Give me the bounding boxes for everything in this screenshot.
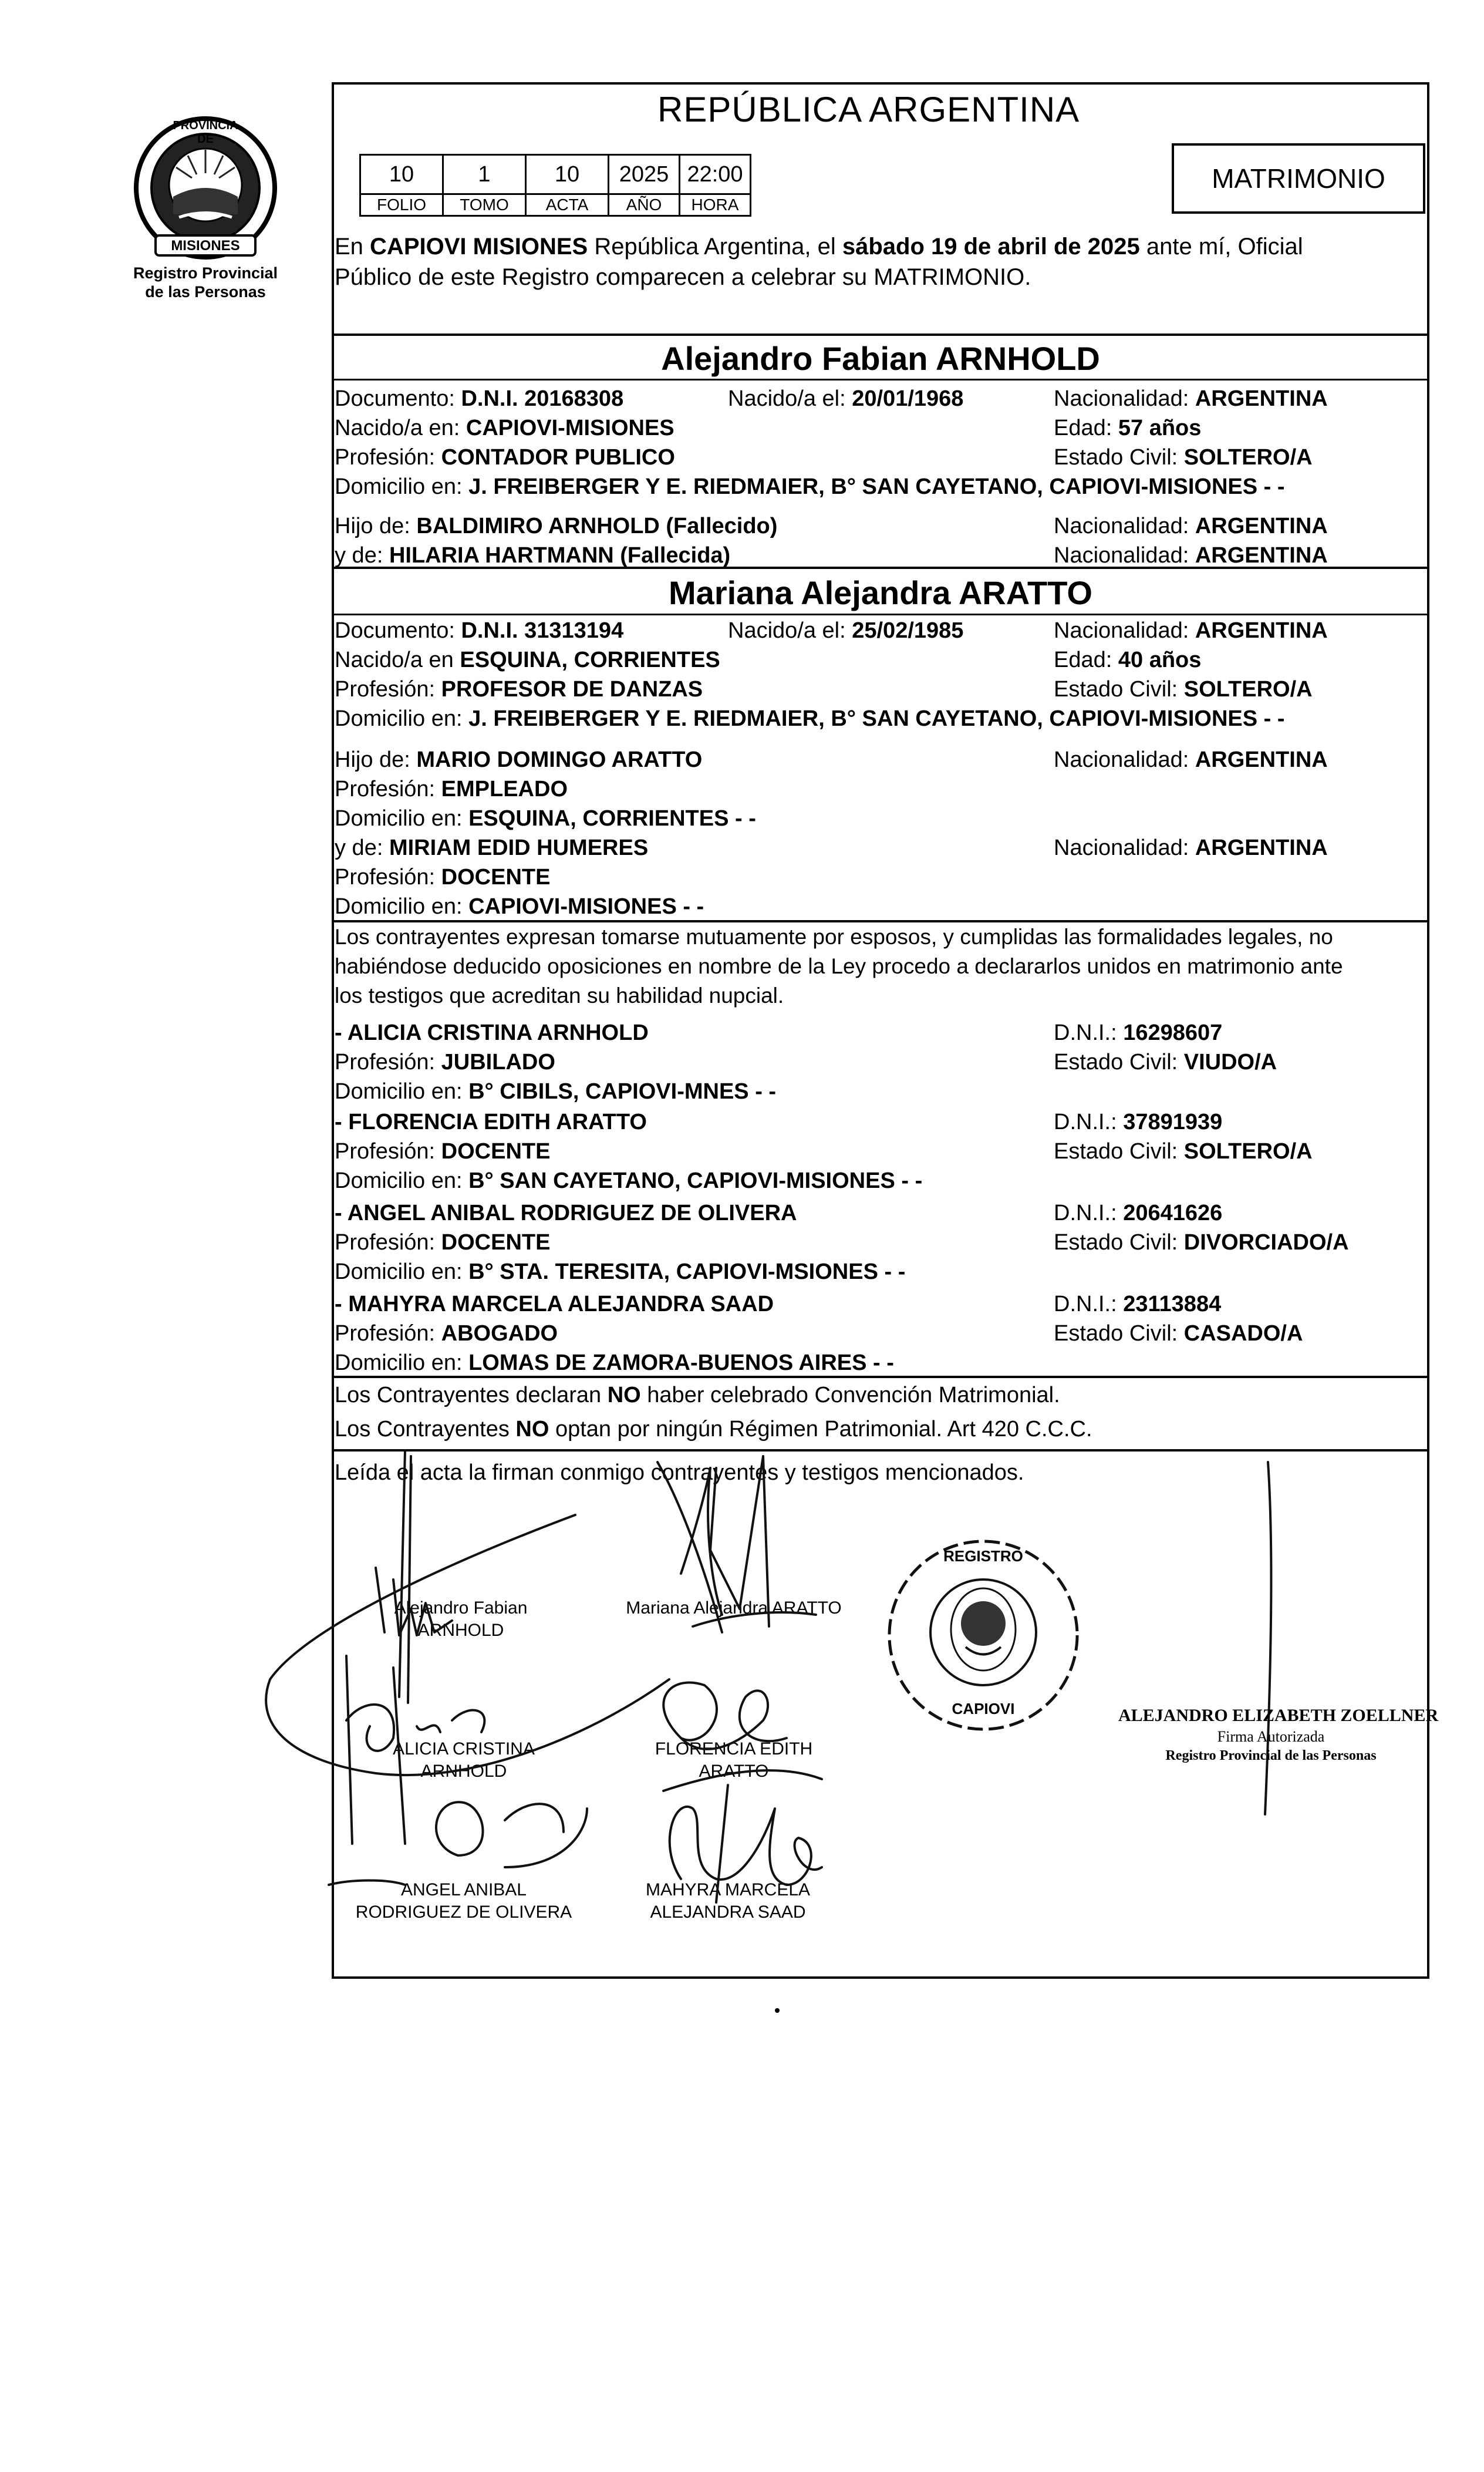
declaration-line-3: los testigos que acreditan su habilidad nupcial. [335, 984, 784, 1008]
witness-3-name: - ANGEL ANIBAL RODRIGUEZ DE OLIVERA [335, 1201, 797, 1225]
spouse2-birthplace: Nacido/a en ESQUINA, CORRIENTES [335, 648, 720, 672]
registry-logo [132, 114, 279, 261]
spouse1-father-nationality: Nacionalidad: ARGENTINA [1054, 514, 1328, 538]
signature-label-witness1: ALICIA CRISTINA ARNHOLD [393, 1739, 535, 1781]
convention-line-1: Los Contrayentes declaran NO haber celebrado Convención Matrimonial. [335, 1383, 1060, 1407]
officer-name: ALEJANDRO ELIZABETH ZOELLNER [1118, 1706, 1439, 1725]
hora-label: HORA [680, 194, 751, 216]
spouse2-father-address: Domicilio en: ESQUINA, CORRIENTES - - [335, 806, 756, 831]
intro-date: sábado 19 de abril de 2025 [842, 234, 1140, 260]
spouse2-nationality: Nacionalidad: ARGENTINA [1054, 618, 1328, 643]
signature-ink-2 [376, 1450, 452, 1703]
seal-top-text: REGISTRO [943, 1547, 1023, 1565]
spouse2-father: Hijo de: MARIO DOMINGO ARATTO [335, 747, 703, 772]
signature-label-spouse1: Alejandro Fabian ARNHOLD [394, 1598, 528, 1640]
logo-top-text: PROVINCIA DE [173, 119, 238, 146]
spouse2-mother-nationality: Nacionalidad: ARGENTINA [1054, 836, 1328, 860]
reference-table [359, 154, 751, 217]
ano-value: 2025 [609, 155, 680, 194]
spouse1-name: Alejandro Fabian ARNHOLD [661, 340, 1100, 377]
witness-3-dni: D.N.I.: 20641626 [1054, 1201, 1223, 1225]
ano-label: AÑO [609, 194, 680, 216]
spouse1-birthdate: Nacido/a el: 20/01/1968 [728, 386, 964, 411]
signature-ink-5 [663, 1683, 822, 1791]
witness-4-civil-status: Estado Civil: CASADO/A [1054, 1321, 1303, 1346]
divider-spouse1-name [332, 379, 1429, 380]
signature-ink-3 [657, 1456, 816, 1632]
closing-statement: Leída el acta la firman conmigo contrayentes y testigos mencionados. [335, 1460, 1024, 1485]
spouse1-age: Edad: 57 años [1054, 416, 1202, 440]
hora-value: 22:00 [680, 155, 751, 194]
witness-3-profession: Profesión: DOCENTE [335, 1230, 551, 1255]
spouse1-nationality: Nacionalidad: ARGENTINA [1054, 386, 1328, 411]
signature-ink-6 [329, 1802, 587, 1885]
intro-line-1: En CAPIOVI MISIONES República Argentina, el sábado 19 de abril de 2025 ante mí, Oficial [335, 234, 1303, 260]
convention-line-2: Los Contrayentes NO optan por ningún Régimen Patrimonial. Art 420 C.C.C. [335, 1417, 1092, 1442]
signature-label-witness3: ANGEL ANIBAL RODRIGUEZ DE OLIVERA [355, 1880, 572, 1922]
witness-2-civil-status: Estado Civil: SOLTERO/A [1054, 1139, 1313, 1164]
seal-bottom-text: CAPIOVI [952, 1700, 1015, 1717]
handwritten-signatures [258, 1433, 1439, 1949]
signature-label-spouse2: Mariana Alejandra ARATTO [626, 1598, 842, 1618]
spouse2-profession: Profesión: PROFESOR DE DANZAS [335, 677, 703, 702]
tomo-value: 1 [443, 155, 526, 194]
witness-4-profession: Profesión: ABOGADO [335, 1321, 558, 1346]
signature-label-witness2: FLORENCIA EDITH ARATTO [655, 1739, 813, 1781]
witness-2-dni: D.N.I.: 37891939 [1054, 1110, 1223, 1134]
officer-office: Registro Provincial de las Personas [1165, 1748, 1377, 1763]
witness-1-dni: D.N.I.: 16298607 [1054, 1021, 1223, 1045]
acta-label: ACTA [526, 194, 609, 216]
intro-line-2: Público de este Registro comparecen a celebrar su MATRIMONIO. [335, 264, 1031, 290]
tomo-label: TOMO [443, 194, 526, 216]
spouse2-mother-address: Domicilio en: CAPIOVI-MISIONES - - [335, 894, 704, 919]
divider-header [332, 334, 1429, 336]
declaration-line-1: Los contrayentes expresan tomarse mutuamente por esposos, y cumplidas las formalidades legales, no [335, 925, 1333, 949]
spouse2-age: Edad: 40 años [1054, 648, 1202, 672]
intro-place: CAPIOVI MISIONES [370, 234, 588, 260]
spouse1-profession: Profesión: CONTADOR PUBLICO [335, 445, 675, 470]
witness-2-address: Domicilio en: B° SAN CAYETANO, CAPIOVI-MISIONES - - [335, 1168, 923, 1193]
acta-value: 10 [526, 155, 609, 194]
witness-2-name: - FLORENCIA EDITH ARATTO [335, 1110, 647, 1134]
signature-ink-4 [346, 1656, 484, 1844]
witness-4-address: Domicilio en: LOMAS DE ZAMORA-BUENOS AIRES - - [335, 1350, 894, 1375]
document-type-box: MATRIMONIO [1172, 143, 1425, 214]
signature-ink-1 [266, 1515, 669, 1775]
spouse2-name: Mariana Alejandra ARATTO [669, 574, 1092, 611]
witness-2-profession: Profesión: DOCENTE [335, 1139, 551, 1164]
spouse1-document: Documento: D.N.I. 20168308 [335, 386, 624, 411]
witness-3-address: Domicilio en: B° STA. TERESITA, CAPIOVI-MSIONES - - [335, 1259, 906, 1284]
spouse2-father-nationality: Nacionalidad: ARGENTINA [1054, 747, 1328, 772]
page-title: REPÚBLICA ARGENTINA [657, 90, 1080, 129]
spouse1-birthplace: Nacido/a en: CAPIOVI-MISIONES [335, 416, 674, 440]
signature-label-witness4: MAHYRA MARCELA ALEJANDRA SAAD [645, 1880, 811, 1922]
spouse1-mother: y de: HILARIA HARTMANN (Fallecida) [335, 543, 731, 568]
officer-stamp [1118, 1706, 1439, 1764]
spouse2-mother: y de: MIRIAM EDID HUMERES [335, 836, 649, 860]
witness-1-address: Domicilio en: B° CIBILS, CAPIOVI-MNES - - [335, 1079, 777, 1104]
divider-spouse2-name [332, 614, 1429, 615]
folio-value: 10 [360, 155, 443, 194]
witness-1-name: - ALICIA CRISTINA ARNHOLD [335, 1021, 649, 1045]
witness-4-name: - MAHYRA MARCELA ALEJANDRA SAAD [335, 1292, 774, 1316]
witness-3-civil-status: Estado Civil: DIVORCIADO/A [1054, 1230, 1349, 1255]
official-seal [883, 1535, 1083, 1735]
spouse1-father: Hijo de: BALDIMIRO ARNHOLD (Fallecido) [335, 514, 778, 538]
spouse2-civil-status: Estado Civil: SOLTERO/A [1054, 677, 1313, 702]
spouse2-address: Domicilio en: J. FREIBERGER Y E. RIEDMAIER, B° SAN CAYETANO, CAPIOVI-MISIONES - - [335, 706, 1285, 731]
scan-speck [775, 2008, 780, 2013]
signature-ink-7 [670, 1785, 822, 1902]
declaration-line-2: habiéndose deducido oposiciones en nombre de la Ley procedo a declararlos unidos en matrimonio ante [335, 954, 1343, 978]
spouse1-civil-status: Estado Civil: SOLTERO/A [1054, 445, 1313, 470]
spouse1-address: Domicilio en: J. FREIBERGER Y E. RIEDMAIER, B° SAN CAYETANO, CAPIOVI-MISIONES - - [335, 474, 1285, 499]
spouse2-document: Documento: D.N.I. 31313194 [335, 618, 624, 643]
spouse1-mother-nationality: Nacionalidad: ARGENTINA [1054, 543, 1328, 568]
registry-name-line2: de las Personas [145, 283, 266, 301]
spouse2-birthdate: Nacido/a el: 25/02/1985 [728, 618, 964, 643]
registry-name-line1: Registro Provincial [133, 264, 278, 282]
witness-4-dni: D.N.I.: 23113884 [1054, 1292, 1222, 1316]
spouse2-father-profession: Profesión: EMPLEADO [335, 777, 568, 801]
witness-1-profession: Profesión: JUBILADO [335, 1050, 555, 1075]
spouse2-mother-profession: Profesión: DOCENTE [335, 865, 551, 890]
officer-role: Firma Autorizada [1217, 1728, 1325, 1745]
folio-label: FOLIO [360, 194, 443, 216]
witness-1-civil-status: Estado Civil: VIUDO/A [1054, 1050, 1277, 1075]
logo-bottom-text: MISIONES [171, 238, 240, 254]
